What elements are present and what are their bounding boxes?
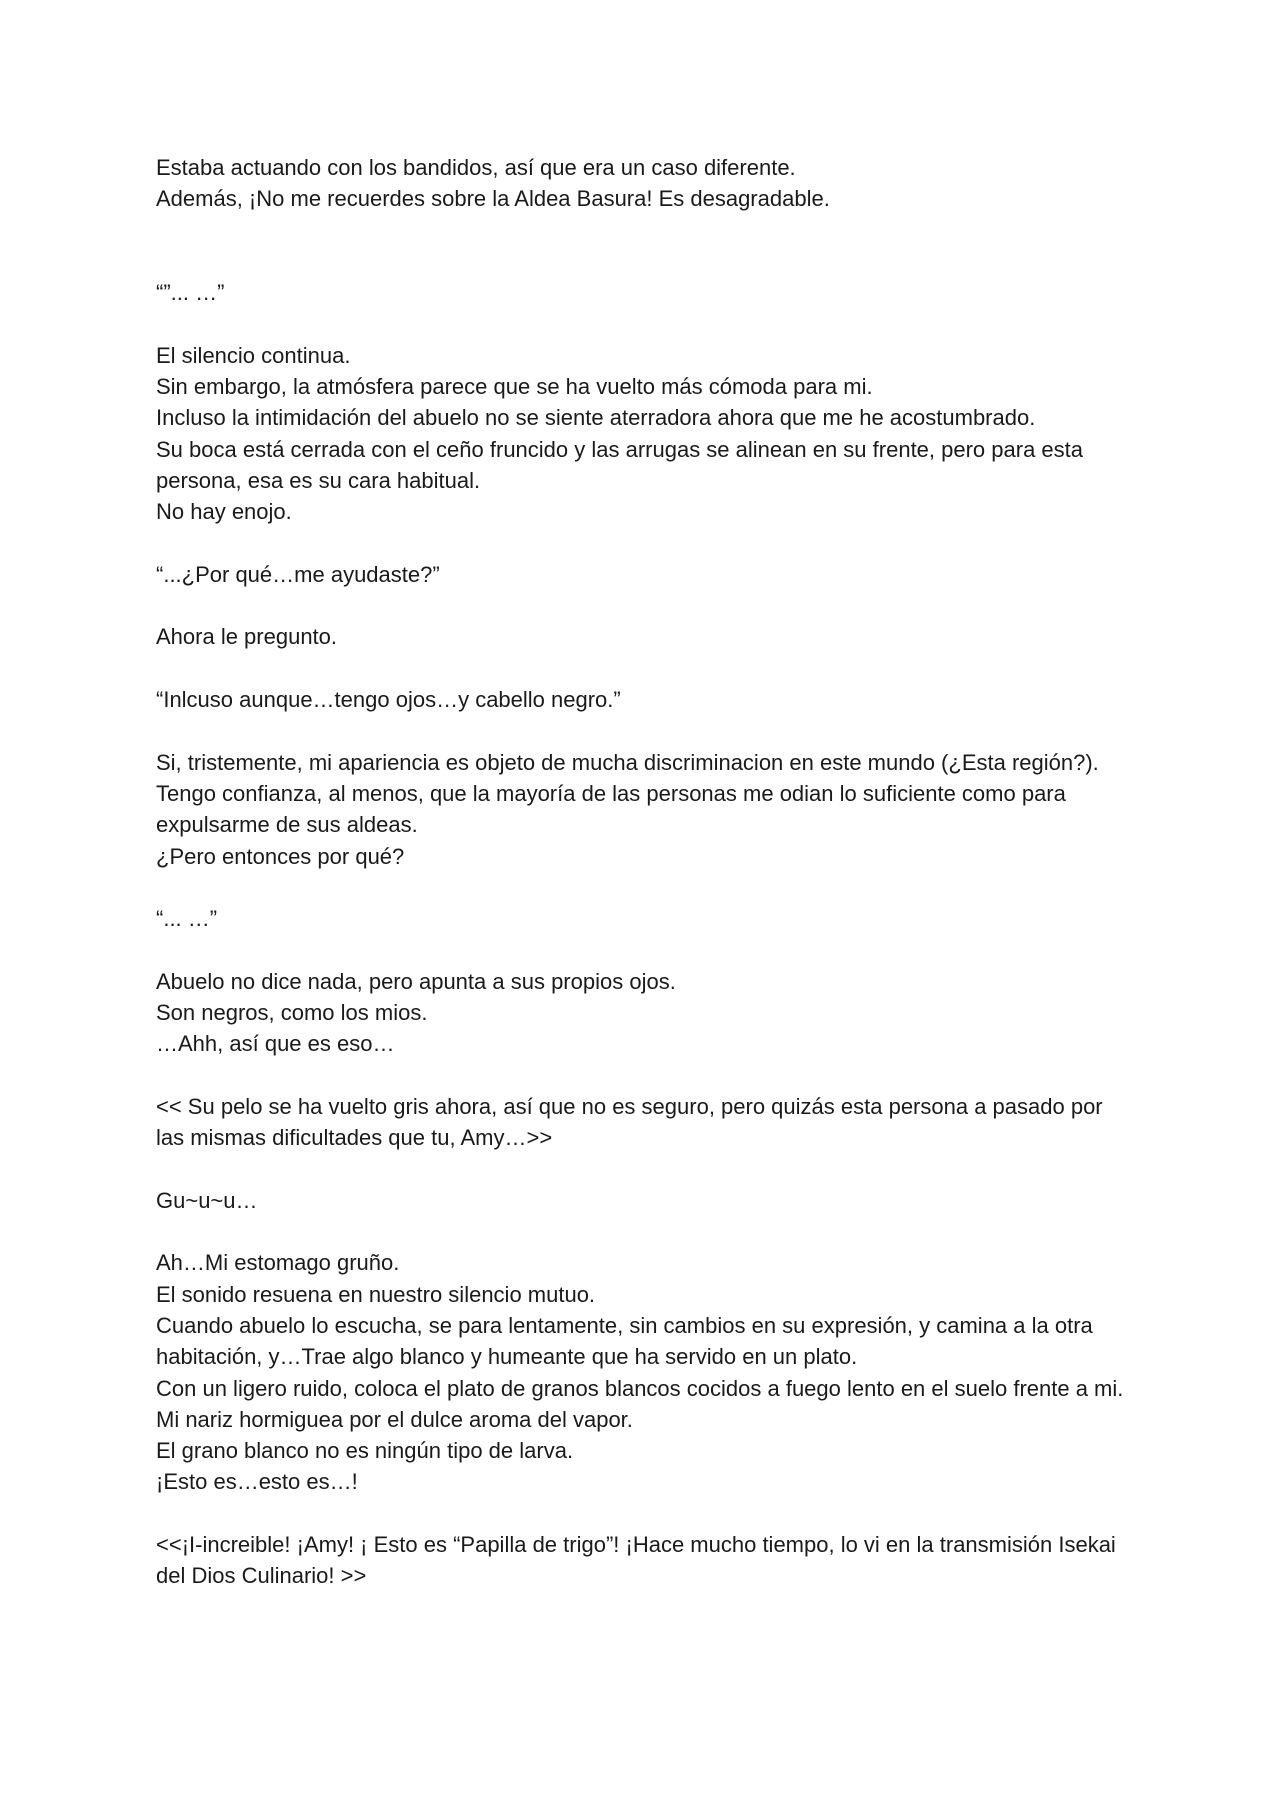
paragraph — [156, 277, 1136, 308]
paragraph — [156, 152, 1136, 215]
text-line: ¿Pero entonces por qué? — [156, 843, 405, 869]
text-line: Mi nariz hormiguea por el dulce aroma del vapor. — [156, 1406, 633, 1432]
text-line: “Inlcuso aunque…tengo ojos…y cabello negro.” — [156, 687, 621, 713]
document-body — [156, 152, 1136, 1623]
text-line: Ahora le pregunto. — [156, 624, 338, 650]
paragraph — [156, 1091, 1136, 1154]
text-line: Con un ligero ruido, coloca el plato de granos blancos cocidos a fuego lento en el suelo frente a mi. — [156, 1375, 1124, 1401]
paragraph — [156, 1529, 1136, 1592]
text-line: << Su pelo se ha vuelto gris ahora, así que no es seguro, pero quizás esta persona a pasado por las mismas dificultades que tu, Amy…>> — [156, 1093, 1109, 1151]
text-line: ¡Esto es…esto es…! — [156, 1469, 358, 1495]
text-line: Sin embargo, la atmósfera parece que se ha vuelto más cómoda para mi. — [156, 374, 873, 400]
text-line: El sonido resuena en nuestro silencio mutuo. — [156, 1281, 596, 1307]
text-line: Gu~u~u… — [156, 1187, 258, 1213]
paragraph — [156, 621, 1136, 652]
text-line: …Ahh, así que es eso… — [156, 1031, 395, 1057]
text-line: Ah…Mi estomago gruño. — [156, 1250, 400, 1276]
text-line: Estaba actuando con los bandidos, así que era un caso diferente. — [156, 155, 796, 180]
paragraph — [156, 903, 1136, 934]
text-line: No hay enojo. — [156, 499, 292, 525]
paragraph — [156, 966, 1136, 1060]
text-line: Además, ¡No me recuerdes sobre la Aldea Basura! Es desagradable. — [156, 186, 830, 212]
text-line: Son negros, como los mios. — [156, 1000, 428, 1026]
paragraph — [156, 340, 1136, 528]
paragraph — [156, 684, 1136, 715]
text-line: El silencio continua. — [156, 342, 351, 368]
paragraph — [156, 559, 1136, 590]
text-line: Abuelo no dice nada, pero apunta a sus propios ojos. — [156, 968, 676, 994]
text-line: “”... …” — [156, 280, 225, 306]
text-line: <<¡I-increible! ¡Amy! ¡ Esto es “Papilla de trigo”! ¡Hace mucho tiempo, lo vi en la transmisión Isekai del Dios Culinario! >> — [156, 1532, 1122, 1589]
text-line: Si, tristemente, mi apariencia es objeto de mucha discriminacion en este mundo (¿Esta región?). — [156, 749, 1099, 775]
paragraph — [156, 1185, 1136, 1216]
text-line: Tengo confianza, al menos, que la mayoría de las personas me odian lo suficiente como para expulsarme de sus aldeas. — [156, 780, 1072, 838]
text-line: “... …” — [156, 906, 218, 932]
text-line: Su boca está cerrada con el ceño fruncido y las arrugas se alinean en su frente, pero para esta persona, esa es su cara habitual. — [156, 436, 1090, 493]
text-line: Cuando abuelo lo escucha, se para lentamente, sin cambios en su expresión, y camina a la otra habitación, y…Trae algo blanco y humeante que ha servido en un plato. — [156, 1312, 1099, 1370]
text-line: El grano blanco no es ningún tipo de larva. — [156, 1438, 574, 1464]
text-line: Incluso la intimidación del abuelo no se siente aterradora ahora que me he acostumbrado. — [156, 405, 1036, 431]
text-line: “...¿Por qué…me ayudaste?” — [156, 561, 440, 587]
paragraph — [156, 747, 1136, 872]
paragraph — [156, 1247, 1136, 1497]
